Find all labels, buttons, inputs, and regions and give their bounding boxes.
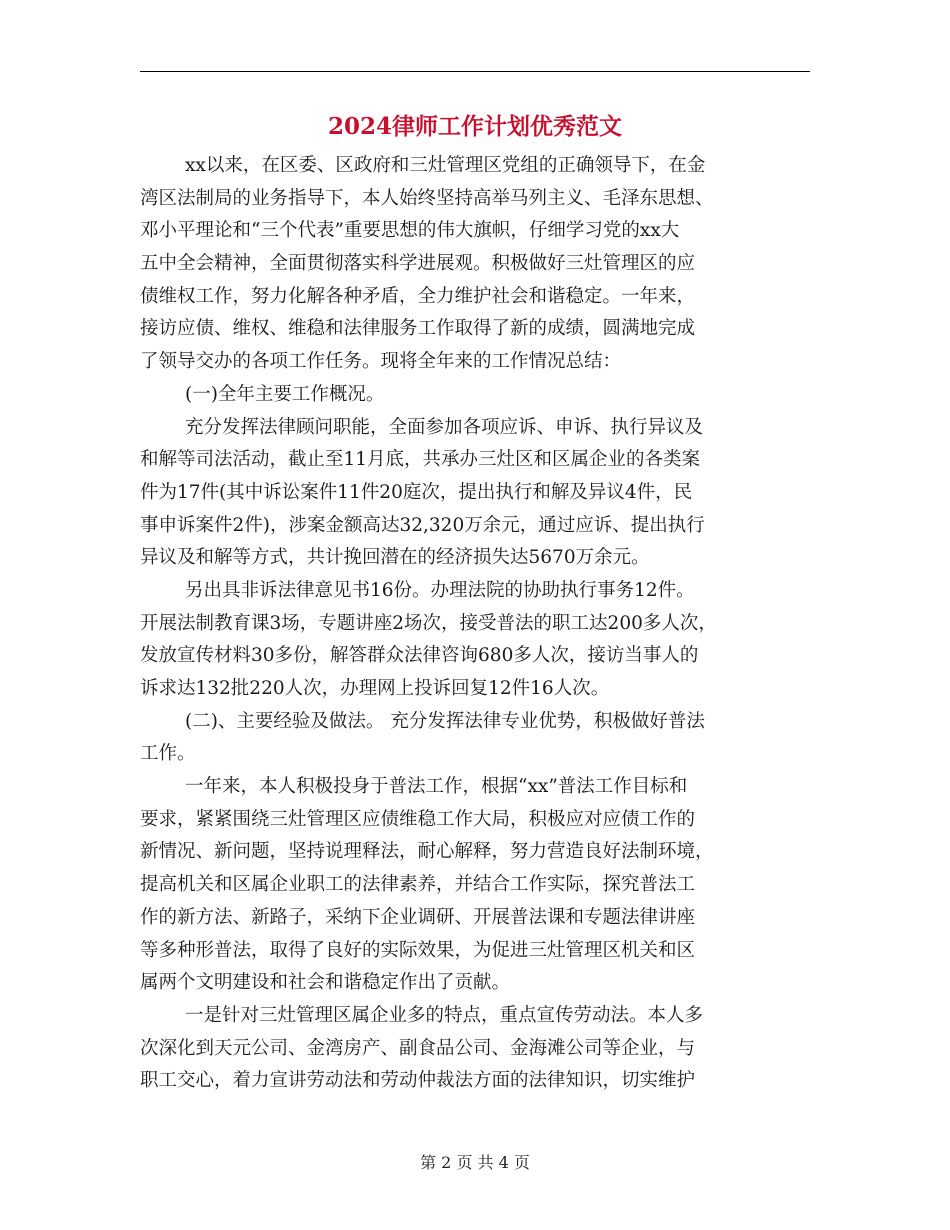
document-title: 2024律师工作计划优秀范文 <box>327 113 622 140</box>
text-line: 一年来，本人积极投身于普法工作，根据“xx”普法工作目标和 <box>185 776 688 798</box>
text-line: 另出具非诉法律意见书16份。办理法院的协助执行事务12件。 <box>185 579 695 601</box>
text-line: 了领导交办的各项工作任务。现将全年来的工作情况总结： <box>140 351 622 373</box>
text-line: 职工交心，着力宣讲劳动法和劳动仲裁法方面的法律知识，切实维护 <box>140 1070 696 1092</box>
text-line: 湾区法制局的业务指导下，本人始终坚持高举马列主义、毛泽东思想、 <box>140 187 714 209</box>
header-rule <box>140 71 810 72</box>
text-line: 提高机关和区属企业职工的法律素养，并结合工作实际，探究普法工 <box>140 874 696 896</box>
text-line: 要求，紧紧围绕三灶管理区应债维稳工作大局，积极应对应债工作的 <box>140 808 696 830</box>
text-line: 工作。 <box>140 743 196 765</box>
text-line: 发放宣传材料30多份，解答群众法律咨询680多人次，接访当事人的 <box>140 645 699 667</box>
text-line: (二)、主要经验及做法。 充分发挥法律专业优势，积极做好普法 <box>185 710 705 732</box>
text-line: 和解等司法活动，截止至11月底，共承办三灶区和区属企业的各类案 <box>140 449 701 471</box>
text-line: 次深化到天元公司、金湾房产、副食品公司、金海滩公司等企业，与 <box>140 1037 696 1059</box>
text-line: 作的新方法、新路子，采纳下企业调研、开展普法课和专题法律讲座 <box>140 906 696 928</box>
text-line: 件为17件(其中诉讼案件11件20庭次，提出执行和解及异议4件，民 <box>140 481 693 503</box>
text-line: 等多种形普法，取得了良好的实际效果，为促进三灶管理区机关和区 <box>140 939 696 961</box>
text-line: 接访应债、维权、维稳和法律服务工作取得了新的成绩，圆满地完成 <box>140 318 696 340</box>
text-line: 新情况、新问题，坚持说理释法，耐心解释，努力营造良好法制环境， <box>140 841 714 863</box>
text-line: 属两个文明建设和社会和谐稳定作出了贡献。 <box>140 972 511 994</box>
text-line: 一是针对三灶管理区属企业多的特点，重点宣传劳动法。本人多 <box>185 1004 704 1026</box>
text-line: 诉求达132批220人次，办理网上投诉回复12件16人次。 <box>140 678 610 699</box>
text-line: xx以来，在区委、区政府和三灶管理区党组的正确领导下，在金 <box>185 155 706 176</box>
document-body <box>140 150 815 1098</box>
text-line: (一)全年主要工作概况。 <box>185 383 385 405</box>
text-line: 充分发挥法律顾问职能，全面参加各项应诉、申诉、执行异议及 <box>185 416 704 438</box>
page-footer: 第 2 页 共 4 页 <box>420 1153 530 1172</box>
text-line: 异议及和解等方式，共计挽回潜在的经济损失达5670万余元。 <box>140 547 650 569</box>
text-line: 债维权工作，努力化解各种矛盾，全力维护社会和谐稳定。一年来， <box>140 285 696 307</box>
text-line: 开展法制教育课3场，专题讲座2场次，接受普法的职工达200多人次， <box>140 612 717 634</box>
text-line: 邓小平理论和“三个代表”重要思想的伟大旗帜，仔细学习党的xx大 <box>140 220 680 242</box>
text-line: 事申诉案件2件)，涉案金额高达32,320万余元，通过应诉、提出执行 <box>140 514 705 536</box>
text-line: 五中全会精神，全面贯彻落实科学进展观。积极做好三灶管理区的应 <box>140 253 696 275</box>
